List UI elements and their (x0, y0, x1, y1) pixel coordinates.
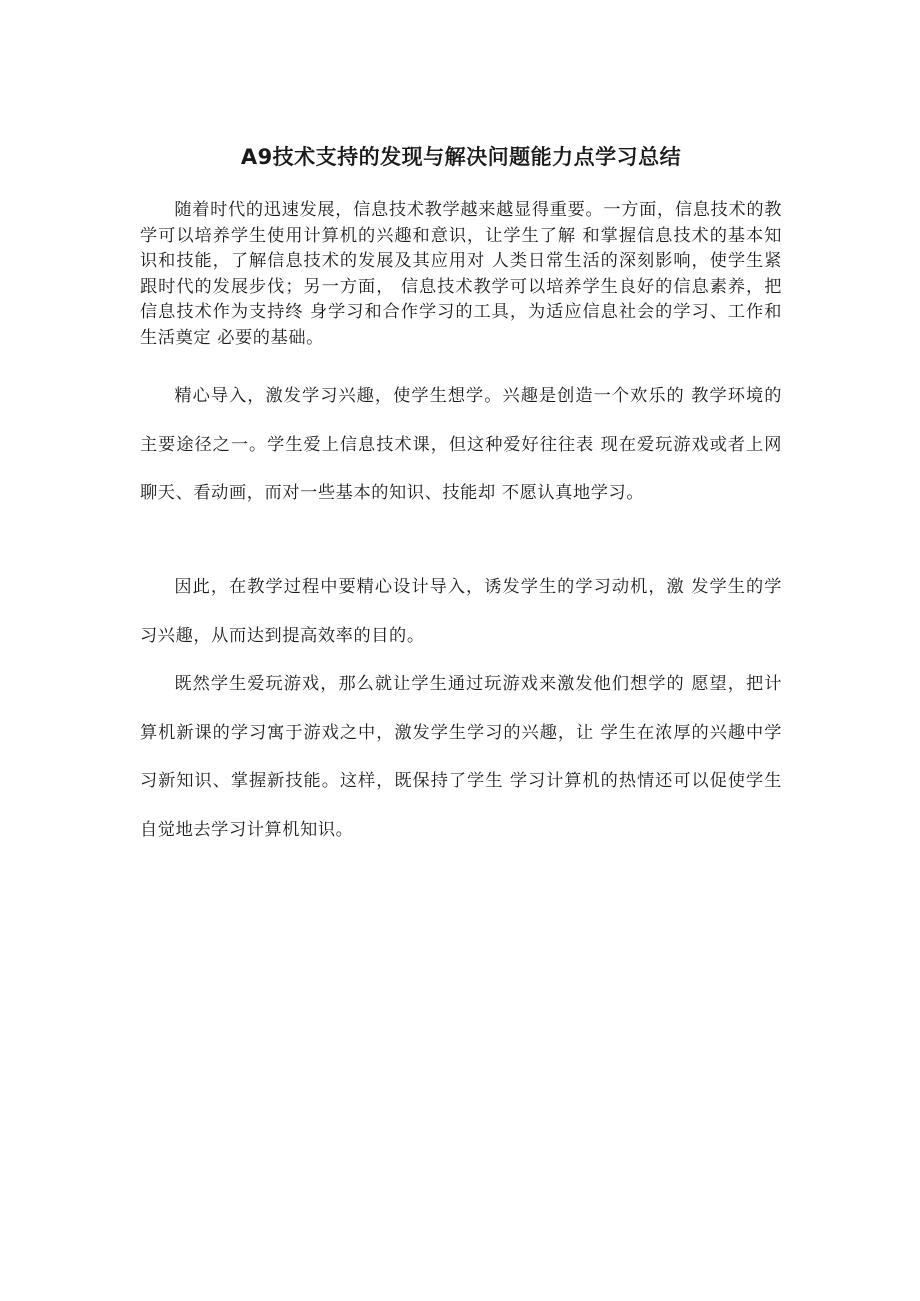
paragraph-intro: 随着时代的迅速发展，信息技术教学越来越显得重要。一方面，信息技术的教学可以培养学生使用计算机的兴趣和意识，让学生了解 和掌握信息技术的基本知识和技能，了解信息技术的发展及其应用对 人类日常生活的深刻影响，使学生紧跟时代的发展步伐；另一方面， 信息技术教学可以培养学生良好的信息素养，把信息技术作为支持终 身学习和合作学习的工具，为适应信息社会的学习、工作和生活奠定 必要的基础。 (140, 200, 782, 348)
paragraph-introduction-design: 因此，在教学过程中要精心设计导入，诱发学生的学习动机，激 发学生的学习兴趣，从而达到提高效率的目的。 (140, 577, 782, 646)
paragraph-interest: 精心导入，激发学习兴趣，使学生想学。兴趣是创造一个欢乐的 教学环境的主要途径之一。学生爱上信息技术课，但这种爱好往往表 现在爱玩游戏或者上网聊天、看动画，而对一些基本的知识、技能却 不愿认真地学习。 (140, 386, 782, 503)
document-title: A9技术支持的发现与解决问题能力点学习总结 (240, 145, 682, 169)
paragraph-games: 既然学生爱玩游戏，那么就让学生通过玩游戏来激发他们想学的 愿望，把计算机新课的学习寓于游戏之中，激发学生学习的兴趣，让 学生在浓厚的兴趣中学习新知识、掌握新技能。这样，既保持了学生 学习计算机的热情还可以促使学生自觉地去学习计算机知识。 (140, 674, 782, 840)
